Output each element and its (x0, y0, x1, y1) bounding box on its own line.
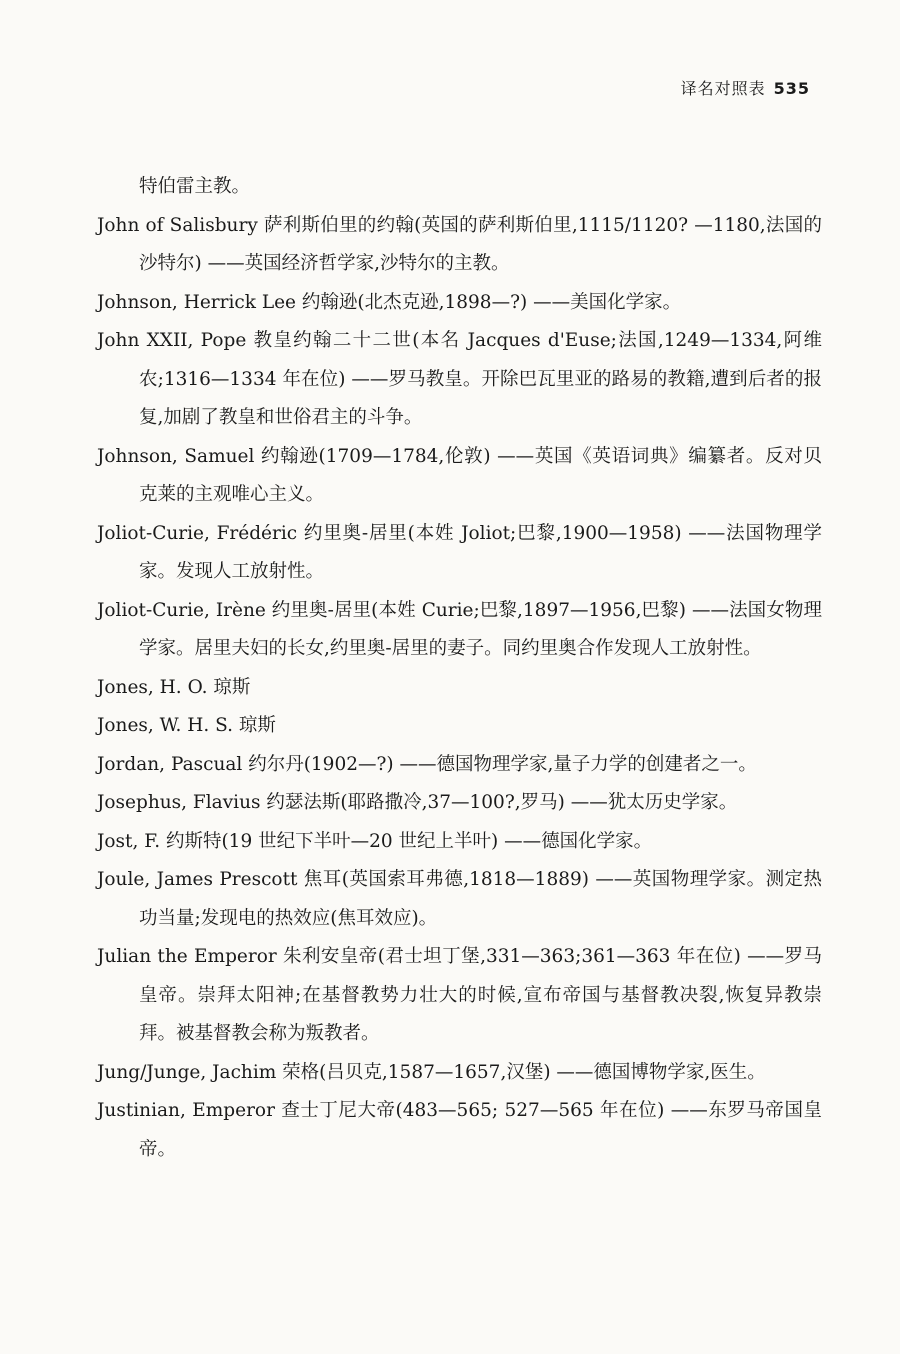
glossary-entry: Joliot-Curie, Irène 约里奥-居里(本姓 Curie;巴黎,1897—1956,巴黎) ——法国女物理学家。居里夫妇的长女,约里奥-居里的妻子。同约里奥合作发现人工放射性。 (97, 599, 822, 659)
glossary-entry: Jones, W. H. S. 琼斯 (97, 715, 276, 736)
glossary-entry: Joliot-Curie, Frédéric 约里奥-居里(本姓 Joliot;巴黎,1900—1958) ——法国物理学家。发现人工放射性。 (97, 522, 822, 582)
glossary-entry: Jordan, Pascual 约尔丹(1902—?) ——德国物理学家,量子力学的创建者之一。 (97, 753, 757, 775)
glossary-entry: Joule, James Prescott 焦耳(英国索耳弗德,1818—1889) ——英国物理学家。测定热功当量;发现电的热效应(焦耳效应)。 (97, 869, 822, 929)
glossary-entry: Jost, F. 约斯特(19 世纪下半叶—20 世纪上半叶) ——德国化学家。 (97, 830, 653, 852)
header-title: 译名对照表 (680, 79, 766, 98)
glossary-entry: Justinian, Emperor 查士丁尼大帝(483—565; 527—565 年在位) ——东罗马帝国皇帝。 (97, 1100, 822, 1160)
glossary-entry: Johnson, Herrick Lee 约翰逊(北杰克逊,1898—?) ——美国化学家。 (97, 291, 682, 313)
glossary-entries (97, 168, 822, 1169)
page-number: 535 (773, 79, 810, 98)
glossary-entry: Jung/Junge, Jachim 荣格(吕贝克,1587—1657,汉堡) ——德国博物学家,医生。 (97, 1061, 766, 1083)
running-header (681, 76, 810, 99)
glossary-entry: Johnson, Samuel 约翰逊(1709—1784,伦敦) ——英国《英语词典》编纂者。反对贝克莱的主观唯心主义。 (97, 445, 822, 505)
glossary-entry: Jones, H. O. 琼斯 (97, 676, 251, 698)
glossary-entry: John of Salisbury 萨利斯伯里的约翰(英国的萨利斯伯里,1115/1120? —1180,法国的沙特尔) ——英国经济哲学家,沙特尔的主教。 (97, 214, 822, 274)
glossary-entry: 特伯雷主教。 (139, 176, 251, 197)
glossary-entry: John XXII, Pope 教皇约翰二十二世(本名 Jacques d'Euse;法国,1249—1334,阿维农;1316—1334 年在位) ——罗马教皇。开除巴瓦里亚的路易的教籍,遭到后者的报复,加剧了教皇和世俗君主的斗争。 (97, 330, 822, 428)
glossary-entry: Julian the Emperor 朱利安皇帝(君士坦丁堡,331—363;361—363 年在位) ——罗马皇帝。崇拜太阳神;在基督教势力壮大的时候,宣布帝国与基督教决裂,恢复异教崇拜。被基督教会称为叛教者。 (97, 946, 822, 1044)
glossary-entry: Josephus, Flavius 约瑟法斯(耶路撒冷,37—100?,罗马) ——犹太历史学家。 (97, 792, 738, 813)
